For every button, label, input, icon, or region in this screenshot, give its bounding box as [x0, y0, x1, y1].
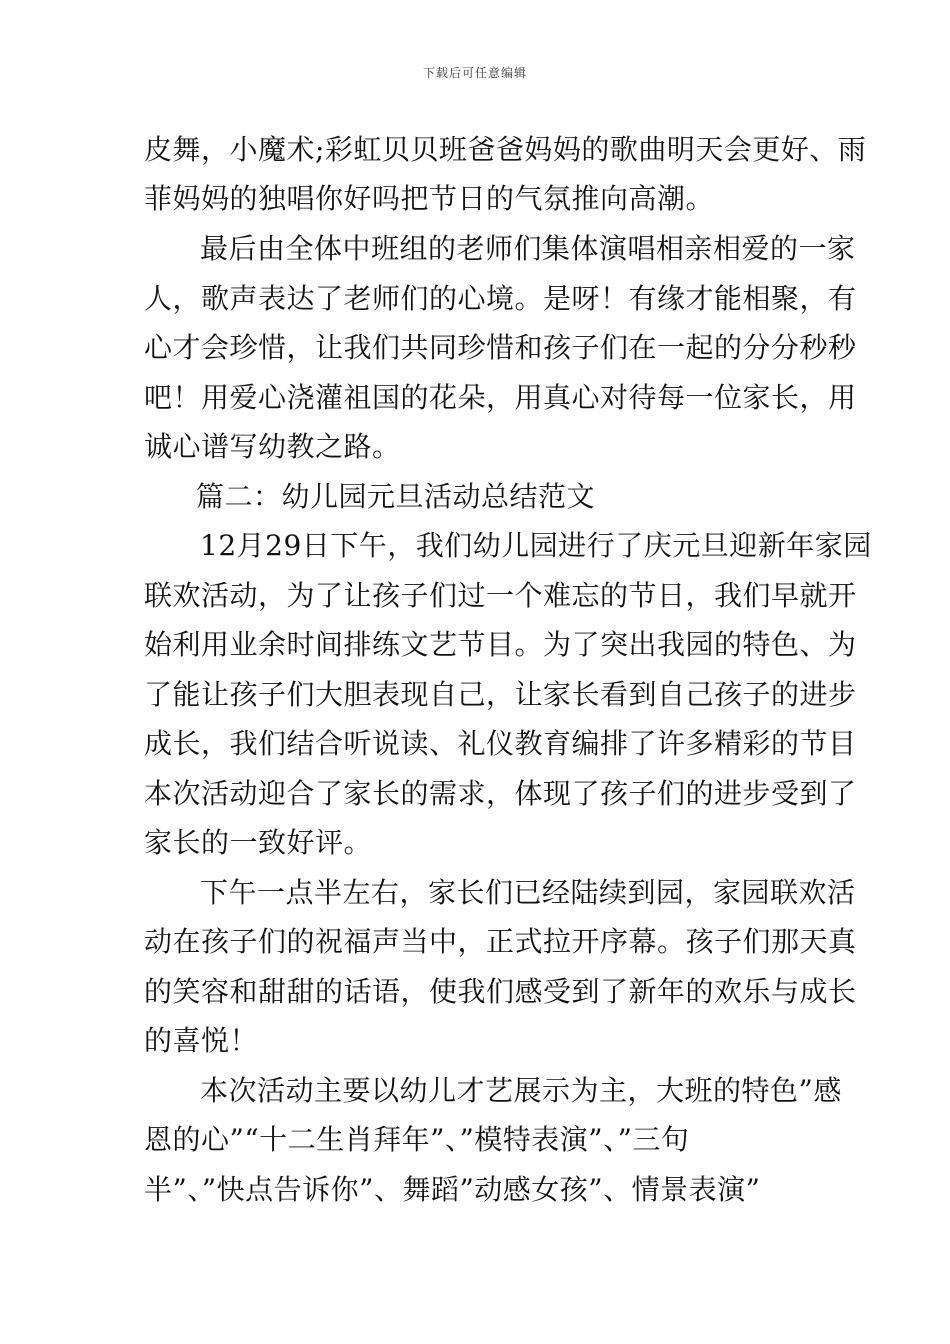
text-line: 动在孩子们的祝福声当中，正式拉开序幕。孩子们那天真 [144, 925, 857, 958]
text-line: 吧！用爱心浇灌祖国的花朵，用真心对待每一位家长，用 [144, 381, 857, 414]
text-line: 恩的心”“十二生肖拜年”、”模特表演”、”三句 [144, 1123, 690, 1156]
text-line: 下午一点半左右，家长们已经陆续到园，家园联欢活 [200, 876, 856, 909]
text-line: 半”、”快点告诉你”、舞蹈”动感女孩”、情景表演” [144, 1173, 761, 1206]
text-line: 成长，我们结合听说读、礼仪教育编排了许多精彩的节目 [144, 727, 857, 760]
text-line: 心才会珍惜，让我们共同珍惜和孩子们在一起的分分秒秒 [144, 331, 857, 364]
page-header: 下载后可任意编辑 [422, 66, 527, 80]
text-line: 了能让孩子们大胆表现自己，让家长看到自己孩子的进步 [144, 678, 857, 711]
text-line: 菲妈妈的独唱你好吗把节日的气氛推向高潮。 [144, 182, 715, 215]
text-line: 的喜悦！ [144, 1024, 259, 1057]
text-line: 本次活动主要以幼儿才艺展示为主，大班的特色”感 [200, 1074, 842, 1107]
text-line: 本次活动迎合了家长的需求，体现了孩子们的进步受到了 [144, 777, 857, 810]
text-line: 最后由全体中班组的老师们集体演唱相亲相爱的一家 [200, 232, 856, 265]
text-line: 的笑容和甜甜的话语，使我们感受到了新年的欢乐与成长 [144, 975, 857, 1008]
text-line: 始利用业余时间排练文艺节目。为了突出我园的特色、为 [144, 628, 857, 661]
text-line: 人，歌声表达了老师们的心境。是呀！有缘才能相聚，有 [144, 282, 857, 315]
text-line: 12月29日下午，我们幼儿园进行了庆元旦迎新年家园 [200, 529, 872, 562]
text-line: 联欢活动，为了让孩子们过一个难忘的节日，我们早就开 [144, 579, 857, 612]
section-heading: 篇二：幼儿园元旦活动总结范文 [196, 480, 596, 513]
text-line: 皮舞，小魔术;彩虹贝贝班爸爸妈妈的歌曲明天会更好、雨 [144, 133, 867, 166]
text-line: 家长的一致好评。 [144, 826, 373, 859]
text-line: 诚心谱写幼教之路。 [144, 430, 401, 463]
